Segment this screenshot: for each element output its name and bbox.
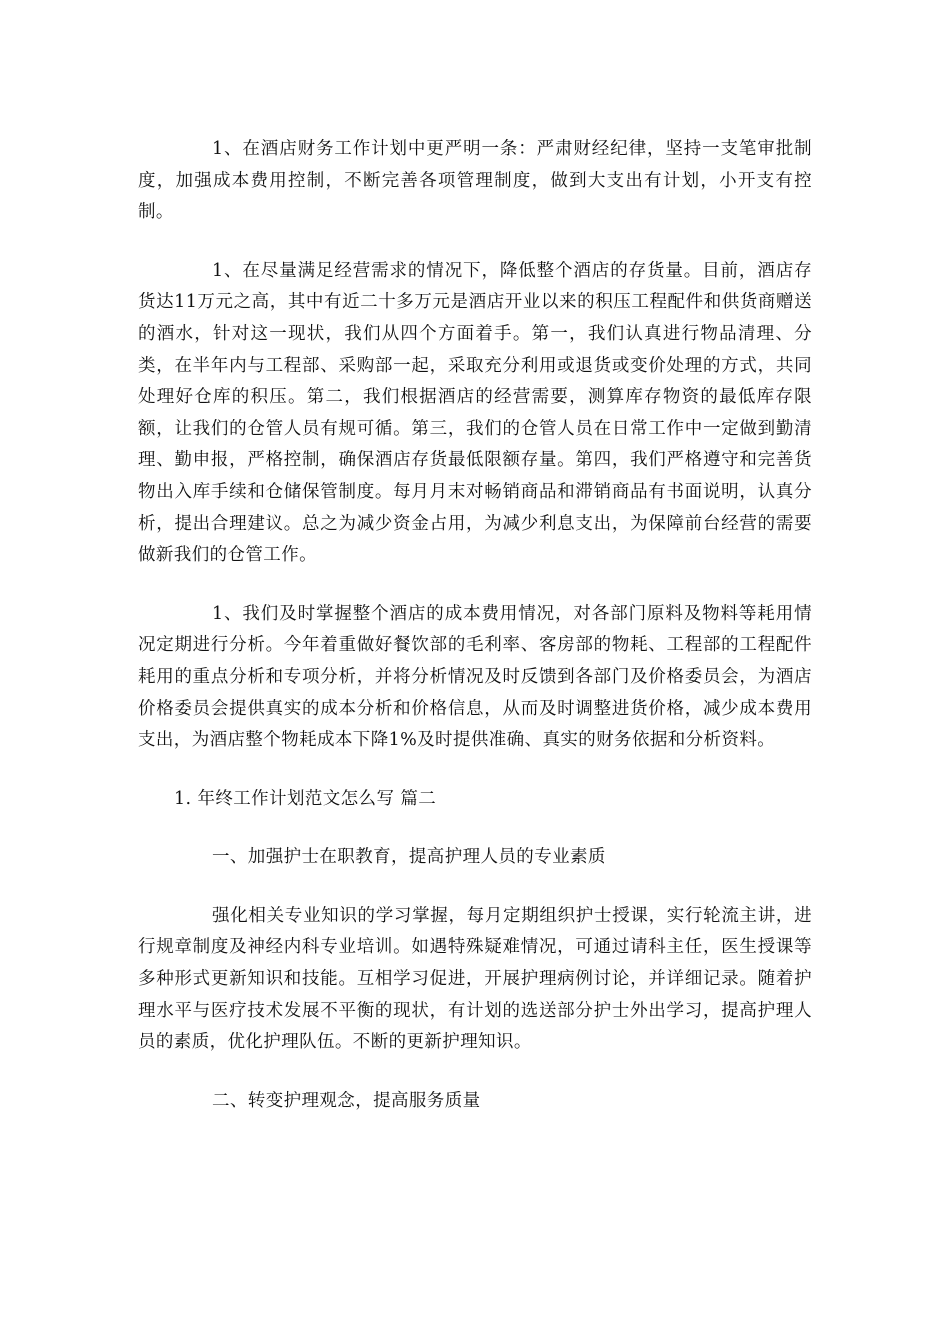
document-page bbox=[138, 134, 812, 1144]
paragraph-inventory-reduction: 1、在尽量满足经营需求的情况下，降低整个酒店的存货量。目前，酒店存货达11万元之高，其中有近二十多万元是酒店开业以来的积压工程配件和供货商赠送的酒水，针对这一现状，我们从四个方面着手。第一，我们认真进行物品清理、分类，在半年内与工程部、采购部一起，采取充分利用或退货或变价处理的方式，共同处理好仓库的积压。第二，我们根据酒店的经营需要，测算库存物资的最低库存限额，让我们的仓管人员有规可循。第三，我们的仓管人员在日常工作中一定做到勤清理、勤申报，严格控制，确保酒店存货最低限额存量。第四，我们严格遵守和完善货物出入库手续和仓储保管制度。每月月末对畅销商品和滞销商品有书面说明，认真分析，提出合理建议。总之为减少资金占用，为减少利息支出，为保障前台经营的需要做新我们的仓管工作。 bbox=[138, 260, 812, 566]
paragraph-cost-analysis: 1、我们及时掌握整个酒店的成本费用情况，对各部门原料及物料等耗用情况定期进行分析。今年着重做好餐饮部的毛利率、客房部的物耗、工程部的工程配件耗用的重点分析和专项分析，并将分析情况及时反馈到各部门及价格委员会，为酒店价格委员会提供真实的成本分析和价格信息，从而及时调整进货价格，减少成本费用支出，为酒店整个物耗成本下降1%及时提供准确、真实的财务依据和分析资料。 bbox=[138, 603, 812, 751]
subheading-nurse-education: 一、加强护士在职教育，提高护理人员的专业素质 bbox=[212, 847, 606, 868]
section-title: 1. 年终工作计划范文怎么写 篇二 bbox=[174, 788, 437, 809]
paragraph-nurse-training: 强化相关专业知识的学习掌握，每月定期组织护士授课，实行轮流主讲，进行规章制度及神经内科专业培训。如遇特殊疑难情况，可通过请科主任，医生授课等多种形式更新知识和技能。互相学习促进，开展护理病例讨论，并详细记录。随着护理水平与医疗技术发展不平衡的现状，有计划的选送部分护士外出学习，提高护理人员的素质，优化护理队伍。不断的更新护理知识。 bbox=[138, 905, 812, 1053]
subheading-service-quality: 二、转变护理观念，提高服务质量 bbox=[212, 1090, 481, 1111]
paragraph-finance-discipline: 1、在酒店财务工作计划中更严明一条：严肃财经纪律，坚持一支笔审批制度，加强成本费用控制，不断完善各项管理制度，做到大支出有计划，小开支有控制。 bbox=[138, 139, 812, 223]
